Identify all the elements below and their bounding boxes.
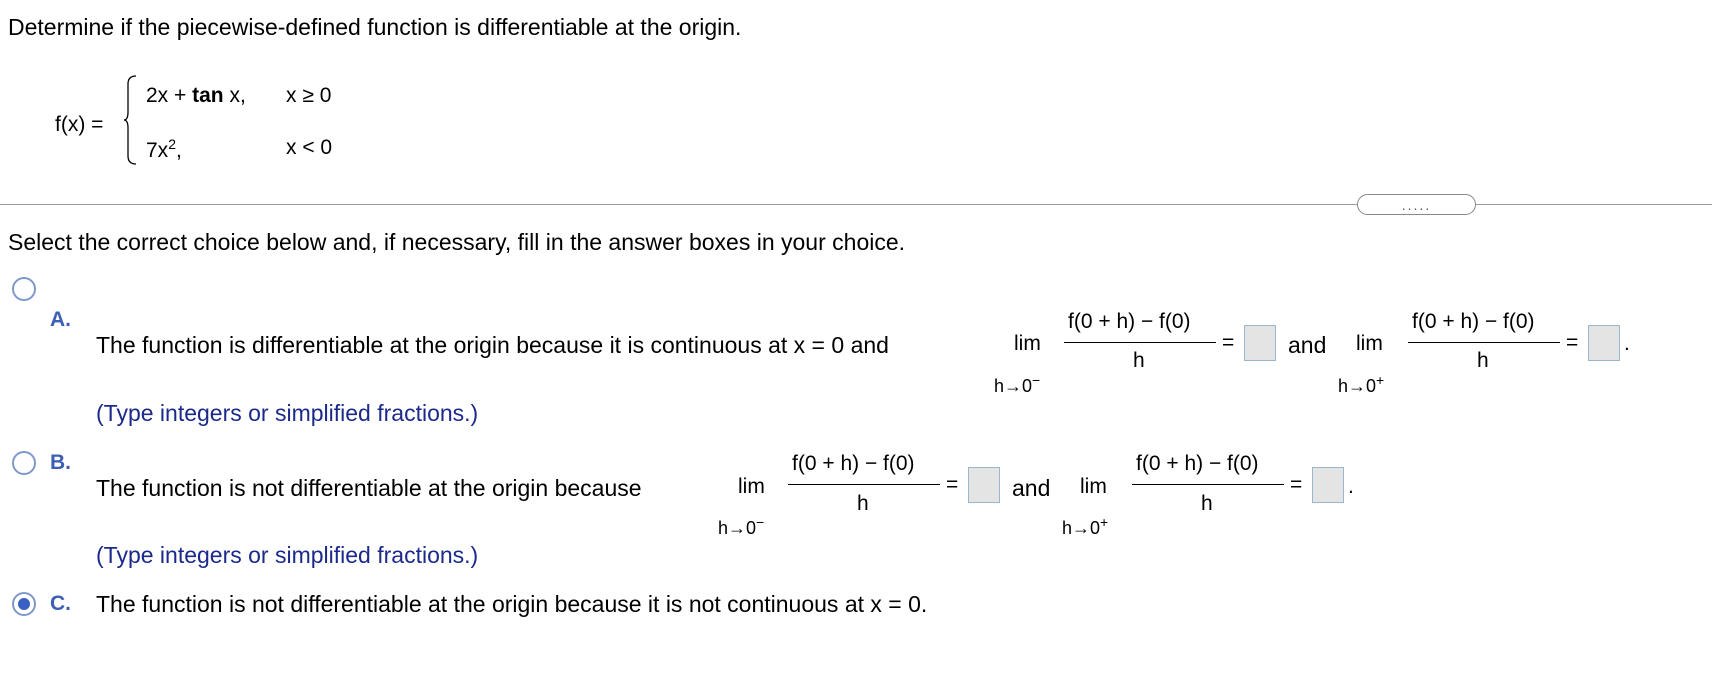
limit-b-left-lim: lim [738, 475, 765, 498]
case-2-expression: $7x^2$, [146, 136, 182, 162]
choice-c-letter: C. [50, 592, 71, 615]
limit-a-right-approach: h→0+ [1338, 372, 1385, 396]
instructions: Select the correct choice below and, if necessary, fill in the answer boxes in your choice. [8, 229, 906, 255]
limit-a-right-lim: lim [1356, 332, 1383, 355]
fraction-bar [1064, 342, 1216, 343]
limit-b-left-numerator: f(0 + h) − f(0) [792, 452, 915, 475]
choice-b-letter: B. [50, 451, 71, 474]
choice-a-text: The function is differentiable at the origin because it is continuous at x = 0 and [96, 332, 889, 358]
limit-b-right-denominator: h [1201, 492, 1213, 515]
equals-sign: = [1222, 331, 1235, 354]
limit-b-left-approach: h→0− [718, 514, 765, 538]
tan-function: tan [192, 84, 224, 107]
choice-a-answer-box-1[interactable] [1244, 325, 1276, 361]
question-title: Determine if the piecewise-defined function is differentiable at the origin. [8, 14, 742, 40]
limit-b-right-approach: h→0+ [1062, 514, 1109, 538]
divider [0, 204, 1357, 205]
piecewise-brace [124, 74, 138, 166]
choice-a-radio[interactable] [12, 277, 36, 301]
case-1-condition: x ≥ 0 [286, 84, 332, 107]
case-1-expression: 2x + tan x, [146, 84, 246, 107]
choice-b-text: The function is not differentiable at the origin because [96, 475, 642, 501]
expand-more-button[interactable]: ..... [1357, 194, 1476, 215]
limit-a-left-numerator: f(0 + h) − f(0) [1068, 310, 1191, 333]
limit-a-left-approach: h→0− [994, 372, 1041, 396]
equals-sign: = [1290, 473, 1303, 496]
choice-a-letter: A. [50, 308, 71, 331]
function-label: f(x) = [55, 113, 104, 136]
limit-a-left-lim: lim [1014, 332, 1041, 355]
period: . [1624, 332, 1630, 355]
limit-b-right-lim: lim [1080, 475, 1107, 498]
choice-b-answer-box-2[interactable] [1312, 467, 1344, 503]
limit-a-left-denominator: h [1133, 349, 1145, 372]
limit-a-right-denominator: h [1477, 349, 1489, 372]
fraction-bar [1132, 484, 1284, 485]
equals-sign: = [1566, 331, 1579, 354]
choice-b-radio[interactable] [12, 451, 36, 475]
limit-b-right-numerator: f(0 + h) − f(0) [1136, 452, 1259, 475]
choice-a-hint: (Type integers or simplified fractions.) [96, 400, 479, 426]
equals-sign: = [946, 473, 959, 496]
period: . [1348, 475, 1354, 498]
limit-b-left-denominator: h [857, 492, 869, 515]
limit-a-right-numerator: f(0 + h) − f(0) [1412, 310, 1535, 333]
choice-a-answer-box-2[interactable] [1588, 325, 1620, 361]
choice-b-answer-box-1[interactable] [968, 467, 1000, 503]
and-text: and [1288, 332, 1327, 358]
choice-b-hint: (Type integers or simplified fractions.) [96, 542, 479, 568]
choice-c-text: The function is not differentiable at the origin because it is not continuous at x = 0. [96, 591, 928, 617]
fraction-bar [788, 484, 940, 485]
divider [1476, 204, 1712, 205]
fraction-bar [1408, 342, 1560, 343]
choice-c-radio[interactable] [12, 592, 36, 616]
and-text: and [1012, 475, 1051, 501]
case-2-condition: x < 0 [286, 136, 333, 159]
